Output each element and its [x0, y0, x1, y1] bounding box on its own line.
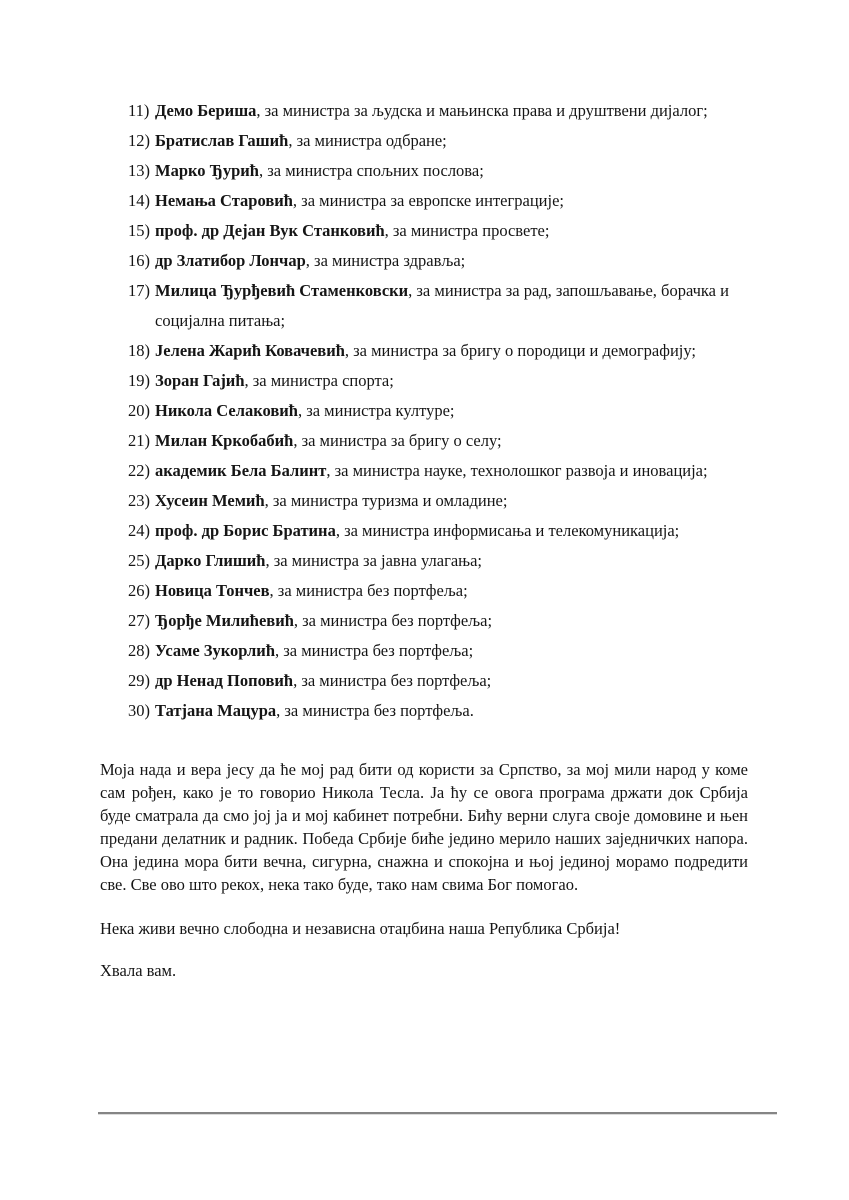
minister-number: 11)	[128, 101, 150, 120]
minister-list-item	[128, 636, 748, 666]
minister-name: проф. др Борис Братина	[155, 521, 336, 540]
minister-number: 13)	[128, 161, 150, 180]
minister-name: проф. др Дејан Вук Станковић	[155, 221, 385, 240]
minister-name: Марко Ђурић	[155, 161, 259, 180]
minister-name: Милица Ђурђевић Стаменковски	[155, 281, 409, 300]
minister-list-item	[128, 156, 748, 186]
minister-text	[155, 426, 748, 456]
minister-name: др Ненад Поповић	[155, 671, 294, 690]
thanks-line: Хвала вам.	[100, 961, 177, 980]
minister-role: , за министра просвете;	[384, 221, 550, 240]
minister-name: Татјана Мацура	[155, 701, 277, 720]
minister-text	[155, 276, 748, 336]
minister-list-item	[128, 696, 748, 726]
minister-name: Милан Кркобабић	[155, 431, 294, 450]
minister-text	[155, 516, 748, 546]
minister-name: академик Бела Балинт	[155, 461, 327, 480]
minister-role: , за министра одбране;	[288, 131, 447, 150]
minister-text	[155, 546, 748, 576]
minister-role: , за министра културе;	[297, 401, 455, 420]
minister-list-item	[128, 246, 748, 276]
minister-name: Зоран Гајић	[155, 371, 245, 390]
minister-text	[155, 246, 748, 276]
minister-text	[155, 186, 748, 216]
minister-name: Демо Бериша	[155, 101, 257, 120]
minister-list-item	[128, 576, 748, 606]
minister-role: , за министра без портфеља;	[269, 581, 468, 600]
minister-role: , за министра без портфеља;	[293, 671, 492, 690]
minister-text	[155, 606, 748, 636]
minister-list-item	[128, 96, 748, 126]
minister-list-item	[128, 456, 748, 486]
minister-role: , за министра без портфеља;	[293, 611, 493, 630]
minister-name: Хусеин Мемић	[155, 491, 265, 510]
minister-number: 19)	[128, 371, 150, 390]
minister-role: , за министра за јавна улагања;	[265, 551, 483, 570]
minister-list-item	[128, 606, 748, 636]
minister-number: 18)	[128, 341, 150, 360]
minister-list-item	[128, 486, 748, 516]
minister-role: , за министра за бригу о породици и демографију;	[344, 341, 696, 360]
minister-text	[155, 666, 748, 696]
minister-text	[155, 576, 748, 606]
minister-text	[155, 486, 748, 516]
minister-number: 29)	[128, 671, 150, 690]
minister-number: 28)	[128, 641, 150, 660]
minister-name: Никола Селаковић	[155, 401, 298, 420]
minister-name: Братислав Гашић	[155, 131, 289, 150]
minister-number: 27)	[128, 611, 150, 630]
minister-role: , за министра спорта;	[244, 371, 394, 390]
minister-number: 14)	[128, 191, 150, 210]
minister-list-item	[128, 216, 748, 246]
minister-list-item	[128, 186, 748, 216]
minister-text	[155, 96, 748, 126]
minister-text	[155, 396, 748, 426]
minister-number: 15)	[128, 221, 150, 240]
minister-text	[155, 366, 748, 396]
minister-role: , за министра науке, технолошког развоја и иновација;	[326, 461, 708, 480]
minister-list-item	[128, 276, 748, 336]
minister-role: , за министра без портфеља.	[276, 701, 474, 720]
minister-number: 25)	[128, 551, 150, 570]
minister-text	[155, 216, 748, 246]
minister-role: , за министра без портфеља;	[275, 641, 474, 660]
ministers-list	[128, 96, 748, 726]
minister-role: , за министра туризма и омладине;	[264, 491, 508, 510]
minister-name: др Златибор Лончар	[155, 251, 306, 270]
minister-text	[155, 456, 748, 486]
minister-role: , за министра за европске интеграције;	[292, 191, 564, 210]
minister-number: 22)	[128, 461, 150, 480]
minister-role: , за министра за рад, запошљавање, борачка и социјална питања;	[155, 281, 729, 330]
salute-line: Нека живи вечно слободна и независна отаџбина наша Република Србија!	[100, 919, 621, 938]
minister-role: , за министра за бригу о селу;	[293, 431, 502, 450]
minister-name: Новица Тончев	[155, 581, 270, 600]
minister-number: 23)	[128, 491, 150, 510]
minister-list-item	[128, 126, 748, 156]
minister-role: , за министра спољних послова;	[258, 161, 484, 180]
footer-divider	[98, 1112, 777, 1115]
minister-name: Дарко Глишић	[155, 551, 266, 570]
minister-name: Јелена Жарић Ковачевић	[155, 341, 345, 360]
minister-number: 16)	[128, 251, 150, 270]
minister-number: 26)	[128, 581, 150, 600]
minister-number: 12)	[128, 131, 150, 150]
minister-text	[155, 156, 748, 186]
minister-number: 21)	[128, 431, 150, 450]
minister-role: , за министра информисања и телекомуникација;	[335, 521, 680, 540]
minister-list-item	[128, 426, 748, 456]
minister-name: Ђорђе Милићевић	[155, 611, 294, 630]
minister-role: , за министра здравља;	[305, 251, 466, 270]
minister-list-item	[128, 336, 748, 366]
minister-number: 24)	[128, 521, 150, 540]
minister-name: Усаме Зукорлић	[155, 641, 275, 660]
minister-list-item	[128, 396, 748, 426]
minister-text	[155, 126, 748, 156]
closing-paragraph: Моја нада и вера јесу да ће мој рад бити од користи за Српство, за мој мили народ у коме сам рођен, како је то говорио Никола Тесла. Ја ћу се овога програма држати док Србија буде сматрала да смо јој ја и мој кабинет потребни. Бићу верни слуга своје домовине и њен предани делатник и радник. Победа Србије биће једино мерило наших заједничких напора. Она једина мора бити вечна, сигурна, снажна и спокојна и њој јединој морамо подредити све. Све ово што рекох, нека тако буде, тако нам свима Бог помогао.	[100, 760, 748, 894]
minister-text	[155, 696, 748, 726]
minister-number: 30)	[128, 701, 150, 720]
minister-role: , за министра за људска и мањинска права и друштвени дијалог;	[256, 101, 708, 120]
minister-list-item	[128, 666, 748, 696]
minister-number: 20)	[128, 401, 150, 420]
minister-number: 17)	[128, 281, 150, 300]
minister-text	[155, 336, 748, 366]
minister-list-item	[128, 366, 748, 396]
minister-list-item	[128, 546, 748, 576]
minister-name: Немања Старовић	[155, 191, 293, 210]
minister-list-item	[128, 516, 748, 546]
minister-text	[155, 636, 748, 666]
